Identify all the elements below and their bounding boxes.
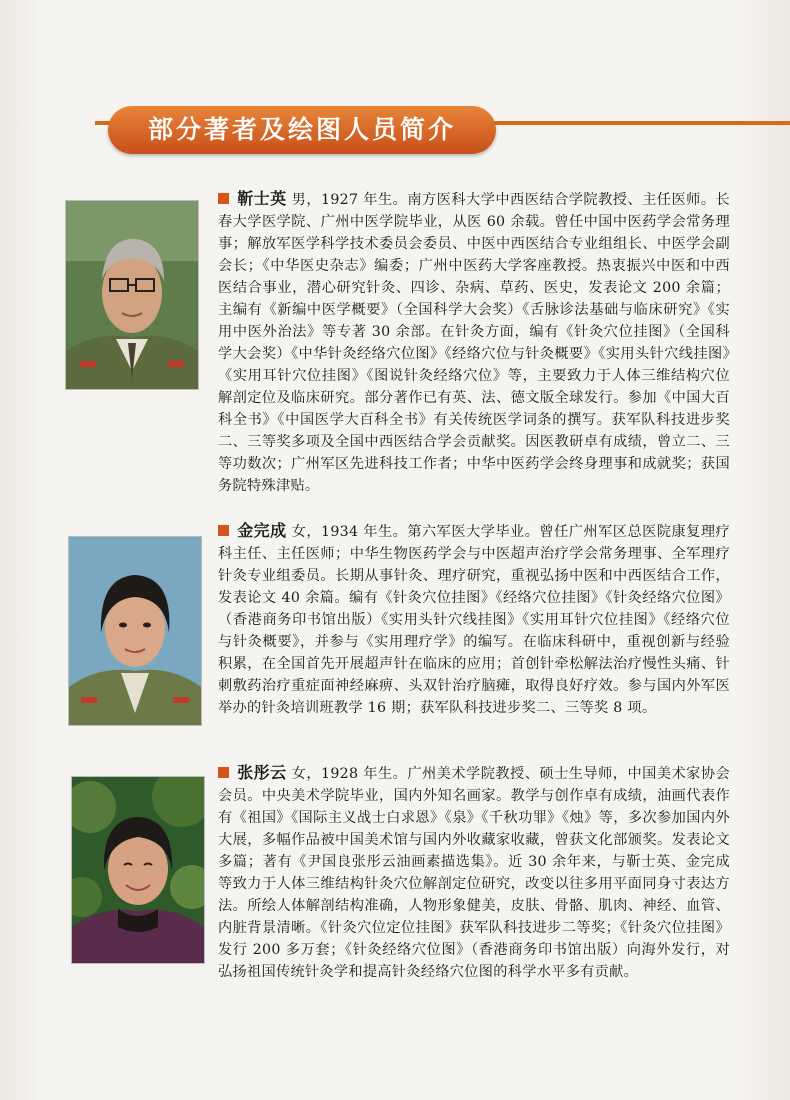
portrait-photo-2 [68,536,202,726]
square-bullet-icon [218,767,229,778]
bio-block-2 [218,520,730,719]
bio-heading-1 [218,189,287,208]
person-bio-text: 男，1927 年生。南方医科大学中西医结合学院教授、主任医师。长春大学医学院、广州中医学院毕业，从医 60 余载。曾任中国中医药学会常务理事；解放军医学科学技术委员会委员、中医中西医结合专业组组长、中医学会副会长；《中华医史杂志》编委；广州中医药大学客座教授。热衷振兴中医和中西医结合事业，潜心研究针灸、四诊、杂病、草药、医史，发表论文 200 余篇；主编有《新编中医学概要》（全国科学大会奖）《舌脉诊法基础与临床研究》《实用中医外治法》等专著 30 余部。在针灸方面，编有《针灸穴位挂图》（全国科学大会奖）《中华针灸经络穴位图》《经络穴位与针灸概要》《实用头针穴线挂图》《实用耳针穴位挂图》《图说针灸经络穴位》等，主要致力于人体三维结构穴位解剖定位及临床研究。部分著作已有英、法、德文版全球发行。参加《中国大百科全书》《中国医学大百科全书》有关传统医学词条的撰写。获军队科技进步奖二、三等奖多项及全国中西医结合学会贡献奖。因医教研卓有成绩，曾立二、三等功数次；广州军区先进科技工作者；中华中医药学会终身理事和成就奖；获国务院特殊津贴。 [218,192,730,494]
person-bio-text: 女，1934 年生。第六军医大学毕业。曾任广州军区总医院康复理疗科主任、主任医师；中华生物医药学会与中医超声治疗学会常务理事、全军理疗针灸专业组委员。长期从事针灸、理疗研究，重视弘扬中医和中西医结合工作，发表论文 40 余篇。编有《针灸穴位挂图》《经络穴位挂图》《针灸经络穴位图》（香港商务印书馆出版）《实用头针穴线挂图》《实用耳针穴位挂图》《经络穴位与针灸概要》，并参与《实用理疗学》的编写。在临床科研中，重视创新与经验积累，在全国首先开展超声针在临床的应用；首创针牵松解法治疗慢性头痛、针刺敷药治疗重症面神经麻痹、头双针治疗脑瘫，取得良好疗效。参与国内外军医举办的针灸培训班教学 16 期；获军队科技进步奖二、三等奖 8 项。 [218,524,730,716]
portrait-photo-1 [65,200,199,390]
bio-block-1 [218,188,730,497]
person-name: 靳士英 [237,189,287,208]
page-title: 部分著者及绘图人员简介 [147,115,456,144]
portrait-photo-3 [71,776,205,964]
bio-heading-2 [218,521,287,540]
square-bullet-icon [218,525,229,536]
bio-heading-3 [218,763,287,782]
person-name: 金完成 [237,521,287,540]
person-bio-text: 女，1928 年生。广州美术学院教授、硕士生导师，中国美术家协会会员。中央美术学院毕业，国内外知名画家。教学与创作卓有成绩，油画代表作有《祖国》《国际主义战士白求恩》《泉》《千秋功罪》《烛》等，多次参加国内外大展，多幅作品被中国美术馆与国内外收藏家收藏，曾获文化部颁奖。发表论文多篇；著有《尹国良张彤云油画素描选集》。近 30 余年来，与靳士英、金完成等致力于人体三维结构针灸穴位解剖定位研究，改变以往多用平面同身寸表达方法。所绘人体解剖结构准确，人物形象健美，皮肤、骨骼、肌肉、神经、血管、内脏背景清晰。《针灸穴位定位挂图》获军队科技进步二等奖；《针灸穴位挂图》发行 200 多万套；《针灸经络穴位图》（香港商务印书馆出版）向海外发行，对弘扬祖国传统针灸学和提高针灸经络穴位图的科学水平多有贡献。 [218,766,730,980]
square-bullet-icon [218,193,229,204]
bio-block-3 [218,762,730,983]
person-name: 张彤云 [237,763,287,782]
